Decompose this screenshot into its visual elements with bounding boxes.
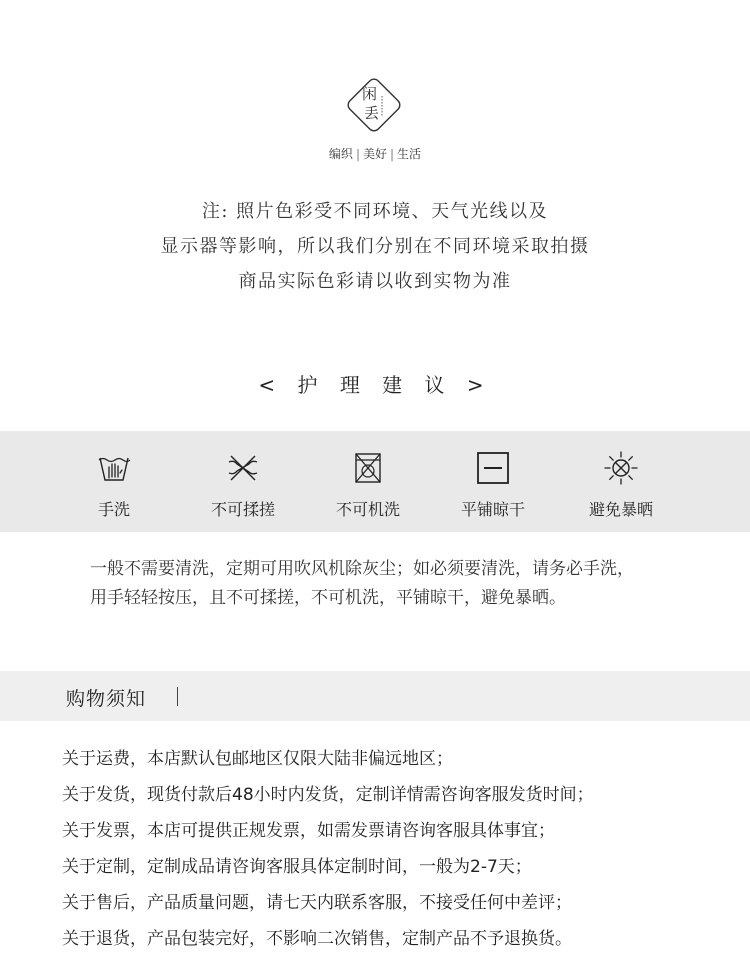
brand-tagline: 编织 | 美好 | 生活 xyxy=(328,147,422,161)
care-description xyxy=(90,555,740,613)
notice-item: 关于售后，产品质量问题，请七天内联系客服，不接受任何中差评； xyxy=(62,893,572,913)
brand-logo xyxy=(340,71,408,139)
title-divider xyxy=(177,687,178,706)
care-item-no-machine-wash xyxy=(308,431,428,532)
care-item-no-wring xyxy=(183,431,303,532)
care-description-line: 用手轻轻按压，且不可揉搓，不可机洗，平铺晾干，避免暴晒。 xyxy=(90,588,566,608)
shopping-title: 购物须知 xyxy=(66,688,147,710)
notice-item: 关于运费，本店默认包邮地区仅限大陆非偏远地区； xyxy=(62,749,453,769)
note-line: 商品实际色彩请以收到实物为准 xyxy=(238,271,512,292)
care-label: 避免暴晒 xyxy=(588,500,653,519)
care-icons-band xyxy=(0,431,750,532)
notice-item: 关于定制，定制成品请咨询客服具体定制时间，一般为2-7天； xyxy=(62,857,532,877)
tagline-part-2: 美好 xyxy=(362,147,387,161)
tagline-part-1: 编织 xyxy=(328,147,353,161)
avoid-sun-icon xyxy=(604,451,638,485)
care-label: 平铺晾干 xyxy=(460,500,525,519)
shopping-notices xyxy=(62,744,742,960)
care-label: 手洗 xyxy=(97,500,130,519)
care-item-avoid-sun xyxy=(561,431,681,532)
care-item-hand-wash xyxy=(54,431,174,532)
notice-item: 关于发货，现货付款后48小时内发货，定制详情需咨询客服发货时间； xyxy=(62,785,594,805)
notice-item: 关于退货，产品包装完好，不影响二次销售，定制产品不予退换货。 xyxy=(62,929,572,949)
note-line: 显示器等影响，所以我们分别在不同环境采取拍摄 xyxy=(160,236,590,257)
color-note xyxy=(0,197,750,302)
note-line: 注: 照片色彩受不同环境、天气光线以及 xyxy=(201,201,549,222)
logo-char-1: 闲 xyxy=(362,85,378,103)
logo-char-2: 丢 xyxy=(364,104,380,122)
care-section-title: < 护 理 建 议 > xyxy=(258,373,492,397)
care-item-dry-flat xyxy=(433,431,553,532)
shopping-header xyxy=(0,671,750,721)
care-label: 不可机洗 xyxy=(335,500,400,519)
care-label: 不可揉搓 xyxy=(210,500,275,519)
no-wring-icon xyxy=(226,451,260,485)
notice-item: 关于发票，本店可提供正规发票，如需发票请咨询客服具体事宜； xyxy=(62,821,555,841)
care-description-line: 一般不需要清洗，定期可用吹风机除灰尘；如必须要清洗，请务必手洗， xyxy=(90,559,634,579)
no-machine-wash-icon xyxy=(351,451,385,485)
dry-flat-icon xyxy=(476,451,510,485)
hand-wash-icon xyxy=(97,451,131,485)
tagline-part-3: 生活 xyxy=(397,147,422,161)
